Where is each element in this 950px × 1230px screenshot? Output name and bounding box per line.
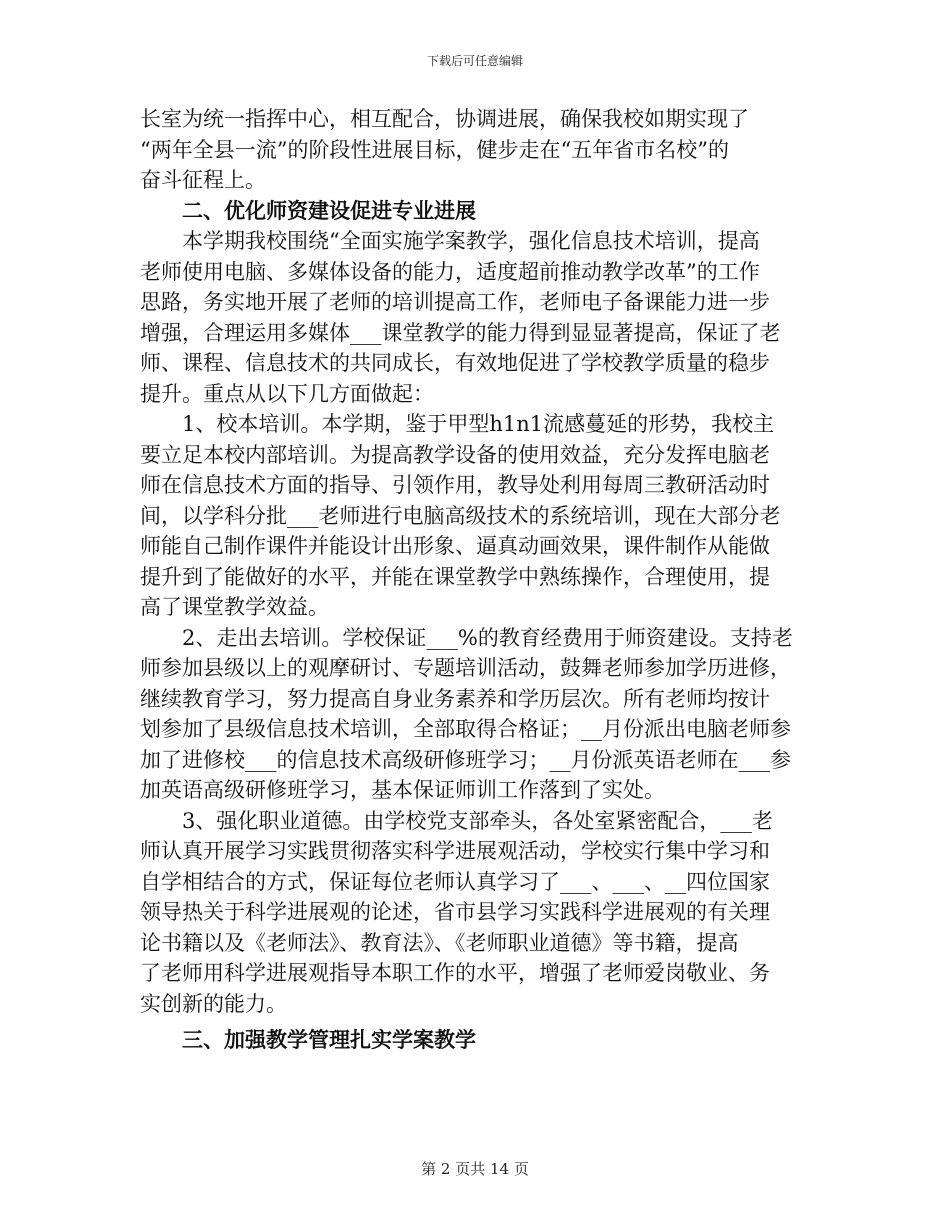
text-line: 继续教育学习，努力提高自身业务素养和学历层次。所有老师均按计 bbox=[140, 686, 770, 711]
document-body bbox=[140, 104, 808, 1056]
text-line: 了老师用科学进展观指导本职工作的水平，增强了老师爱岗敬业、务 bbox=[140, 961, 770, 985]
text-line: 师在信息技术方面的指导、引领作用，教导处利用每周三教研活动时 bbox=[140, 473, 770, 497]
text-line: 间，以学科分批___老师进行电脑高级技术的系统培训，现在大部分老 bbox=[140, 503, 781, 528]
text-line: 师认真开展学习实践贯彻落实科学进展观活动，学校实行集中学习和 bbox=[140, 839, 770, 863]
text-line: 要立足本校内部培训。为提高教学设备的使用效益，充分发挥电脑老 bbox=[140, 442, 770, 467]
paragraph-start: 3、强化职业道德。由学校党支部牵头，各处室紧密配合，___老 bbox=[182, 808, 773, 833]
page-number: 第 2 页共 14 页 bbox=[421, 1160, 529, 1178]
text-line: “两年全县一流”的阶段性进展目标，健步走在“五年省市名校”的 bbox=[140, 137, 729, 162]
text-line: 划参加了县级信息技术培训，全部取得合格证；__月份派出电脑老师参 bbox=[140, 717, 791, 741]
text-line: 高了课堂教学效益。 bbox=[140, 595, 329, 619]
text-line: 师能自己制作课件并能设计出形象、逼真动画效果，课件制作从能做 bbox=[140, 534, 770, 558]
paragraph-start: 2、走出去培训。学校保证___%的教育经费用于师资建设。支持老 bbox=[182, 625, 793, 650]
text-line: 增强，合理运用多媒体___课堂教学的能力得到显显著提高，保证了老 bbox=[140, 320, 781, 345]
text-line: 加英语高级研修班学习，基本保证师训工作落到了实处。 bbox=[140, 778, 665, 802]
header-note: 下载后可任意编辑 bbox=[426, 54, 523, 68]
text-line: 师、课程、信息技术的共同成长，有效地促进了学校教学质量的稳步 bbox=[140, 351, 770, 375]
text-line: 提升。重点从以下几方面做起： bbox=[140, 381, 434, 406]
text-line: 老师使用电脑、多媒体设备的能力，适度超前推动教学改革”的工作 bbox=[140, 259, 760, 284]
text-line: 提升到了能做好的水平，并能在课堂教学中熟练操作，合理使用，提 bbox=[140, 564, 770, 589]
text-line: 思路，务实地开展了老师的培训提高工作，老师电子备课能力进一步 bbox=[140, 290, 770, 314]
text-line: 自学相结合的方式，保证每位老师认真学习了___、___、__四位国家 bbox=[140, 869, 770, 894]
text-line: 加了进修校___的信息技术高级研修班学习；__月份派英语老师在___参 bbox=[140, 747, 791, 772]
section-heading: 二、优化师资建设促进专业进展 bbox=[182, 197, 476, 223]
text-line: 论书籍以及《老师法》、教育法》、《老师职业道德》等书籍，提高 bbox=[140, 930, 739, 955]
section-heading: 三、加强教学管理扎实学案教学 bbox=[182, 1027, 476, 1052]
text-line: 领导热关于科学进展观的论述，省市县学习实践科学进展观的有关理 bbox=[140, 900, 770, 924]
text-line: 实创新的能力。 bbox=[140, 991, 287, 1016]
text-line: 奋斗征程上。 bbox=[140, 168, 266, 192]
paragraph-start: 本学期我校围绕“全面实施学案教学，强化信息技术培训，提高 bbox=[182, 229, 760, 253]
text-line: 长室为统一指挥中心，相互配合，协调进展，确保我校如期实现了 bbox=[140, 107, 749, 131]
paragraph-start: 1、校本培训。本学期，鉴于甲型h1n1流感蔓延的形势，我校主 bbox=[182, 412, 775, 436]
text-line: 师参加县级以上的观摩研讨、专题培训活动，鼓舞老师参加学历进修， bbox=[140, 656, 791, 680]
